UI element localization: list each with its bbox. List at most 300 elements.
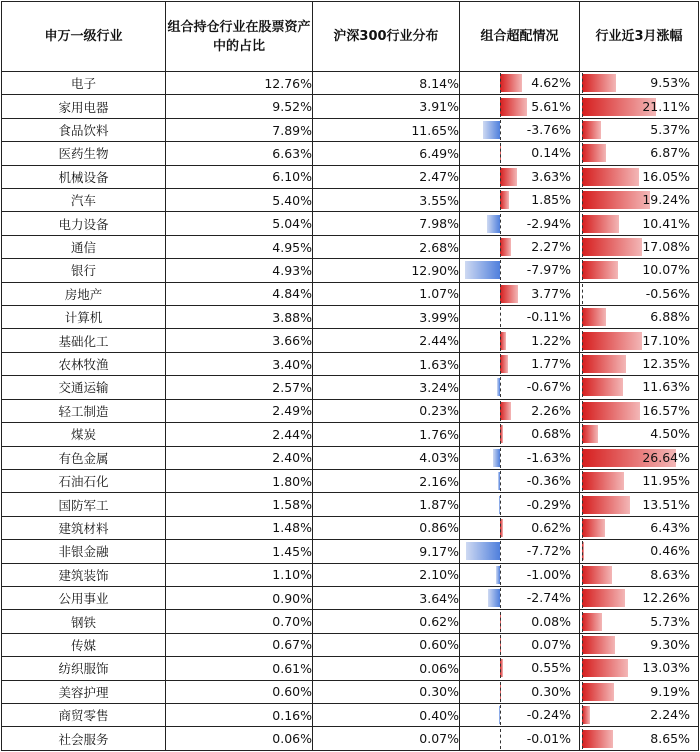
industry-name-cell: 有色金属 [2, 446, 166, 469]
hs300-share-cell: 1.07% [313, 282, 460, 305]
overweight-cell [460, 446, 580, 469]
zero-axis-line [582, 143, 583, 163]
change-3m-value: 10.41% [642, 215, 690, 231]
overweight-value: -0.29% [526, 496, 571, 512]
zero-axis-line [500, 518, 501, 538]
change-3m-cell-inner [580, 330, 698, 352]
change-3m-cell-inner [580, 517, 698, 539]
zero-axis-line [500, 377, 501, 397]
change-3m-bar [582, 402, 640, 420]
zero-axis-line [500, 73, 501, 93]
change-3m-value: 9.30% [650, 636, 690, 652]
portfolio-share-cell: 6.63% [166, 142, 313, 165]
overweight-cell [460, 72, 580, 95]
change-3m-value: 6.87% [650, 145, 690, 161]
change-3m-value: 16.57% [642, 402, 690, 418]
industry-name-cell: 电子 [2, 72, 166, 95]
industry-name-cell: 煤炭 [2, 423, 166, 446]
overweight-cell [460, 610, 580, 633]
table-row [2, 657, 699, 680]
change-3m-cell [580, 423, 699, 446]
change-3m-value: 2.24% [650, 707, 690, 723]
hs300-share-cell: 0.62% [313, 610, 460, 633]
zero-axis-line [500, 658, 501, 678]
overweight-value: 0.07% [531, 636, 571, 652]
change-3m-value: 5.37% [650, 122, 690, 138]
change-3m-cell-inner [580, 634, 698, 656]
overweight-cell [460, 516, 580, 539]
change-3m-cell [580, 329, 699, 352]
zero-axis-line [500, 448, 501, 468]
change-3m-bar [582, 74, 616, 92]
overweight-cell-inner [460, 189, 579, 211]
change-3m-cell-inner [580, 540, 698, 562]
zero-axis-line [582, 214, 583, 234]
hs300-share-cell: 1.76% [313, 423, 460, 446]
overweight-value: 0.62% [531, 519, 571, 535]
change-3m-bar [582, 589, 625, 607]
industry-name-cell: 电力设备 [2, 212, 166, 235]
overweight-cell [460, 540, 580, 563]
overweight-value: -0.24% [526, 707, 571, 723]
overweight-value: 1.22% [531, 332, 571, 348]
zero-axis-line [582, 495, 583, 515]
hs300-share-cell: 0.86% [313, 516, 460, 539]
zero-axis-line [582, 377, 583, 397]
overweight-cell-inner [460, 72, 579, 94]
overweight-cell [460, 352, 580, 375]
overweight-value: 1.77% [531, 356, 571, 372]
change-3m-cell-inner [580, 564, 698, 586]
overweight-cell [460, 212, 580, 235]
change-3m-bar [582, 425, 598, 443]
table-row [2, 118, 699, 141]
zero-axis-line [500, 495, 501, 515]
overweight-bar [500, 355, 508, 373]
portfolio-share-cell: 0.67% [166, 633, 313, 656]
portfolio-share-cell: 1.10% [166, 563, 313, 586]
industry-name-cell: 纺织服饰 [2, 657, 166, 680]
overweight-bar [500, 98, 527, 116]
hs300-share-cell: 3.55% [313, 189, 460, 212]
zero-axis-line [500, 167, 501, 187]
overweight-cell-inner [460, 142, 579, 164]
change-3m-cell [580, 586, 699, 609]
change-3m-cell-inner [580, 142, 698, 164]
hs300-share-cell: 0.06% [313, 657, 460, 680]
change-3m-bar [582, 238, 642, 256]
table-row [2, 680, 699, 703]
change-3m-cell [580, 680, 699, 703]
hs300-share-cell: 1.63% [313, 352, 460, 375]
change-3m-bar [582, 636, 615, 654]
industry-name-cell: 计算机 [2, 306, 166, 329]
change-3m-value: 17.08% [642, 239, 690, 255]
portfolio-share-cell: 12.76% [166, 72, 313, 95]
change-3m-cell-inner [580, 213, 698, 235]
table-row [2, 235, 699, 258]
table-row [2, 142, 699, 165]
hs300-share-cell: 0.07% [313, 727, 460, 751]
portfolio-share-cell: 2.44% [166, 423, 313, 446]
overweight-cell-inner [460, 259, 579, 281]
overweight-cell-inner [460, 587, 579, 609]
table-row [2, 259, 699, 282]
zero-axis-line [582, 307, 583, 327]
change-3m-value: 26.64% [642, 449, 690, 465]
hs300-share-cell: 3.24% [313, 376, 460, 399]
table-row [2, 540, 699, 563]
hs300-share-cell: 2.68% [313, 235, 460, 258]
change-3m-bar [582, 121, 601, 139]
industry-name-cell: 建筑装饰 [2, 563, 166, 586]
industry-name-cell: 社会服务 [2, 727, 166, 751]
zero-axis-line [582, 448, 583, 468]
change-3m-value: 8.65% [650, 730, 690, 746]
overweight-cell-inner [460, 213, 579, 235]
overweight-cell-inner [460, 236, 579, 258]
overweight-value: -0.11% [526, 309, 571, 325]
change-3m-bar [582, 308, 606, 326]
zero-axis-line [582, 729, 583, 749]
industry-name-cell: 国防军工 [2, 493, 166, 516]
overweight-value: 0.68% [531, 426, 571, 442]
change-3m-value: -0.56% [645, 285, 690, 301]
zero-axis-line [582, 588, 583, 608]
zero-axis-line [582, 237, 583, 257]
industry-name-cell: 建筑材料 [2, 516, 166, 539]
zero-axis-line [500, 471, 501, 491]
header-overweight: 组合超配情况 [460, 2, 580, 72]
header-row [2, 2, 699, 72]
industry-name-cell: 食品饮料 [2, 118, 166, 141]
zero-axis-line [582, 331, 583, 351]
industry-name-cell: 家用电器 [2, 95, 166, 118]
overweight-cell-inner [460, 166, 579, 188]
hs300-share-cell: 0.30% [313, 680, 460, 703]
zero-axis-line [500, 284, 501, 304]
change-3m-bar [582, 683, 614, 701]
table-body [2, 72, 699, 751]
industry-name-cell: 石油石化 [2, 469, 166, 492]
overweight-value: -2.74% [526, 590, 571, 606]
zero-axis-line [500, 260, 501, 280]
change-3m-cell-inner [580, 447, 698, 469]
change-3m-value: 9.19% [650, 683, 690, 699]
change-3m-bar [582, 191, 650, 209]
hs300-share-cell: 11.65% [313, 118, 460, 141]
zero-axis-line [500, 190, 501, 210]
zero-axis-line [582, 167, 583, 187]
zero-axis-line [500, 331, 501, 351]
hs300-share-cell: 3.64% [313, 586, 460, 609]
overweight-cell [460, 189, 580, 212]
change-3m-cell [580, 563, 699, 586]
industry-name-cell: 商贸零售 [2, 703, 166, 726]
industry-name-cell: 通信 [2, 235, 166, 258]
overweight-value: 3.77% [531, 285, 571, 301]
overweight-value: 3.63% [531, 168, 571, 184]
change-3m-cell-inner [580, 283, 698, 305]
portfolio-share-cell: 4.95% [166, 235, 313, 258]
overweight-bar [500, 168, 517, 186]
zero-axis-line [582, 541, 583, 561]
portfolio-share-cell: 3.88% [166, 306, 313, 329]
change-3m-value: 11.95% [642, 473, 690, 489]
overweight-value: 5.61% [531, 98, 571, 114]
overweight-cell-inner [460, 353, 579, 375]
overweight-cell [460, 329, 580, 352]
change-3m-bar [582, 730, 613, 748]
overweight-bar [493, 449, 500, 467]
portfolio-share-cell: 4.84% [166, 282, 313, 305]
header-portfolio-share: 组合持仓行业在股票资产中的占比 [166, 2, 313, 72]
overweight-value: 0.55% [531, 660, 571, 676]
overweight-bar [465, 261, 500, 279]
change-3m-value: 9.53% [650, 75, 690, 91]
hs300-share-cell: 9.17% [313, 540, 460, 563]
change-3m-bar [582, 659, 628, 677]
overweight-cell-inner [460, 306, 579, 328]
zero-axis-line [582, 97, 583, 117]
change-3m-cell [580, 610, 699, 633]
zero-axis-line [500, 354, 501, 374]
change-3m-cell-inner [580, 611, 698, 633]
zero-axis-line [582, 260, 583, 280]
change-3m-cell [580, 703, 699, 726]
overweight-value: 0.14% [531, 145, 571, 161]
change-3m-cell-inner [580, 587, 698, 609]
change-3m-cell [580, 727, 699, 751]
overweight-cell-inner [460, 400, 579, 422]
overweight-cell-inner [460, 447, 579, 469]
change-3m-cell-inner [580, 166, 698, 188]
change-3m-bar [582, 472, 624, 490]
portfolio-share-cell: 1.58% [166, 493, 313, 516]
zero-axis-line [500, 729, 501, 749]
overweight-cell [460, 282, 580, 305]
portfolio-share-cell: 0.06% [166, 727, 313, 751]
overweight-value: 2.26% [531, 402, 571, 418]
zero-axis-line [500, 97, 501, 117]
change-3m-bar [582, 706, 590, 724]
table-row [2, 703, 699, 726]
industry-name-cell: 银行 [2, 259, 166, 282]
change-3m-bar [582, 613, 602, 631]
zero-axis-line [582, 612, 583, 632]
zero-axis-line [500, 424, 501, 444]
zero-axis-line [582, 658, 583, 678]
table-row [2, 72, 699, 95]
zero-axis-line [500, 635, 501, 655]
change-3m-cell-inner [580, 728, 698, 750]
overweight-cell-inner [460, 657, 579, 679]
table-row [2, 165, 699, 188]
change-3m-cell [580, 282, 699, 305]
change-3m-value: 16.05% [642, 168, 690, 184]
zero-axis-line [582, 424, 583, 444]
industry-name-cell: 医药生物 [2, 142, 166, 165]
change-3m-cell-inner [580, 306, 698, 328]
zero-axis-line [582, 635, 583, 655]
change-3m-value: 13.03% [642, 660, 690, 676]
overweight-value: 0.08% [531, 613, 571, 629]
portfolio-share-cell: 0.61% [166, 657, 313, 680]
table-row [2, 352, 699, 375]
change-3m-bar [582, 261, 618, 279]
change-3m-bar [582, 168, 639, 186]
change-3m-cell [580, 142, 699, 165]
change-3m-cell [580, 657, 699, 680]
hs300-share-cell: 12.90% [313, 259, 460, 282]
overweight-cell [460, 235, 580, 258]
industry-name-cell: 基础化工 [2, 329, 166, 352]
change-3m-cell [580, 469, 699, 492]
table-row [2, 563, 699, 586]
change-3m-cell [580, 306, 699, 329]
overweight-bar [500, 402, 511, 420]
change-3m-cell-inner [580, 236, 698, 258]
overweight-cell [460, 165, 580, 188]
overweight-cell [460, 469, 580, 492]
zero-axis-line [582, 284, 583, 304]
zero-axis-line [582, 682, 583, 702]
change-3m-cell [580, 72, 699, 95]
zero-axis-line [500, 588, 501, 608]
table-row [2, 423, 699, 446]
zero-axis-line [500, 237, 501, 257]
change-3m-value: 13.51% [642, 496, 690, 512]
overweight-cell [460, 703, 580, 726]
header-3m-change: 行业近3月涨幅 [580, 2, 699, 72]
overweight-cell [460, 306, 580, 329]
change-3m-cell-inner [580, 259, 698, 281]
overweight-value: -0.01% [526, 730, 571, 746]
change-3m-cell [580, 493, 699, 516]
table-row [2, 633, 699, 656]
industry-name-cell: 轻工制造 [2, 399, 166, 422]
hs300-share-cell: 8.14% [313, 72, 460, 95]
hs300-share-cell: 2.44% [313, 329, 460, 352]
change-3m-cell-inner [580, 400, 698, 422]
table-row [2, 516, 699, 539]
change-3m-cell-inner [580, 657, 698, 679]
overweight-bar [500, 238, 511, 256]
portfolio-share-cell: 2.57% [166, 376, 313, 399]
industry-name-cell: 传媒 [2, 633, 166, 656]
overweight-value: 1.85% [531, 192, 571, 208]
change-3m-value: 19.24% [642, 192, 690, 208]
overweight-cell [460, 259, 580, 282]
table-row [2, 376, 699, 399]
zero-axis-line [500, 401, 501, 421]
zero-axis-line [582, 401, 583, 421]
change-3m-cell [580, 446, 699, 469]
industry-name-cell: 非银金融 [2, 540, 166, 563]
hs300-share-cell: 7.98% [313, 212, 460, 235]
change-3m-value: 10.07% [642, 262, 690, 278]
industry-allocation-table [1, 1, 699, 751]
change-3m-cell [580, 399, 699, 422]
table-row [2, 399, 699, 422]
overweight-cell-inner [460, 494, 579, 516]
zero-axis-line [582, 518, 583, 538]
change-3m-cell [580, 352, 699, 375]
overweight-cell-inner [460, 330, 579, 352]
overweight-cell [460, 399, 580, 422]
overweight-bar [487, 215, 500, 233]
overweight-cell-inner [460, 704, 579, 726]
overweight-cell [460, 586, 580, 609]
change-3m-value: 6.88% [650, 309, 690, 325]
portfolio-share-cell: 0.16% [166, 703, 313, 726]
overweight-bar [500, 74, 522, 92]
change-3m-cell-inner [580, 119, 698, 141]
overweight-cell [460, 680, 580, 703]
change-3m-value: 8.63% [650, 566, 690, 582]
change-3m-bar [582, 496, 630, 514]
industry-name-cell: 房地产 [2, 282, 166, 305]
change-3m-cell-inner [580, 423, 698, 445]
zero-axis-line [582, 705, 583, 725]
zero-axis-line [500, 612, 501, 632]
overweight-cell [460, 563, 580, 586]
overweight-cell [460, 633, 580, 656]
portfolio-share-cell: 1.80% [166, 469, 313, 492]
hs300-share-cell: 4.03% [313, 446, 460, 469]
overweight-bar [488, 589, 500, 607]
overweight-cell-inner [460, 728, 579, 750]
zero-axis-line [582, 354, 583, 374]
change-3m-cell-inner [580, 72, 698, 94]
change-3m-value: 11.63% [642, 379, 690, 395]
overweight-cell-inner [460, 540, 579, 562]
table-row [2, 586, 699, 609]
change-3m-cell-inner [580, 494, 698, 516]
table-row [2, 727, 699, 751]
overweight-bar [466, 542, 500, 560]
overweight-cell [460, 727, 580, 751]
change-3m-cell [580, 235, 699, 258]
change-3m-cell [580, 376, 699, 399]
zero-axis-line [500, 682, 501, 702]
portfolio-share-cell: 2.40% [166, 446, 313, 469]
portfolio-share-cell: 5.40% [166, 189, 313, 212]
overweight-cell [460, 423, 580, 446]
table-row [2, 469, 699, 492]
overweight-cell-inner [460, 611, 579, 633]
portfolio-share-cell: 1.48% [166, 516, 313, 539]
overweight-cell [460, 95, 580, 118]
change-3m-cell-inner [580, 353, 698, 375]
industry-name-cell: 交通运输 [2, 376, 166, 399]
change-3m-bar [582, 519, 605, 537]
overweight-cell-inner [460, 634, 579, 656]
table-row [2, 282, 699, 305]
change-3m-value: 4.50% [650, 426, 690, 442]
change-3m-cell [580, 165, 699, 188]
change-3m-bar [582, 215, 619, 233]
table-row [2, 212, 699, 235]
zero-axis-line [500, 143, 501, 163]
hs300-share-cell: 0.40% [313, 703, 460, 726]
change-3m-cell-inner [580, 96, 698, 118]
change-3m-cell-inner [580, 376, 698, 398]
zero-axis-line [582, 73, 583, 93]
hs300-share-cell: 2.10% [313, 563, 460, 586]
change-3m-cell [580, 540, 699, 563]
change-3m-cell-inner [580, 189, 698, 211]
